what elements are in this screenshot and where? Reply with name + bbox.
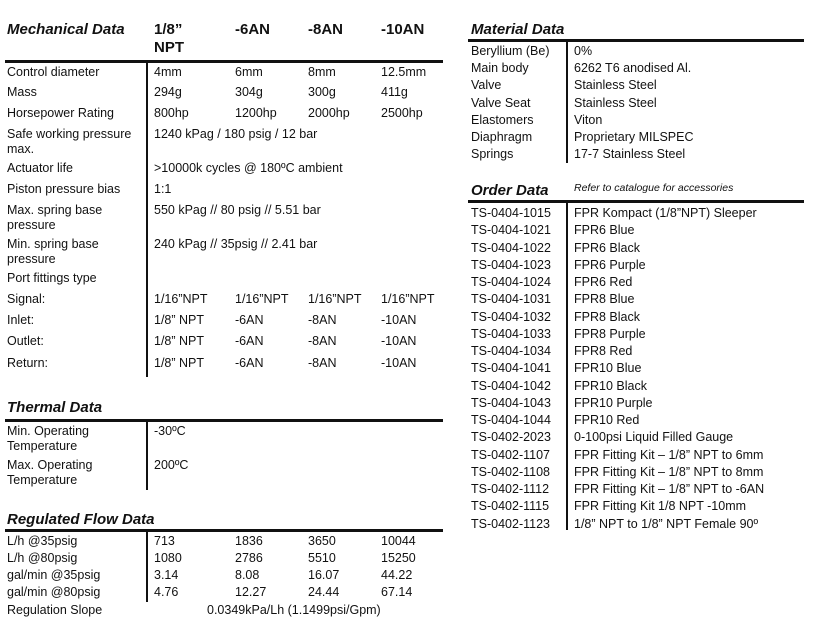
order-code: TS-0404-1041 [471, 361, 551, 376]
order-data-title: Order Data [471, 182, 549, 199]
mechanical-row-label: Min. spring base pressure [7, 237, 99, 266]
thermal-label-max: Max. Operating Temperature [7, 458, 93, 487]
flow-row-value: 67.14 [381, 585, 413, 599]
mechanical-row-value: -10AN [381, 334, 417, 348]
order-code: TS-0402-1112 [471, 482, 550, 496]
mechanical-row-value: 1200hp [235, 106, 277, 120]
flow-row-value: 16.07 [308, 568, 340, 582]
order-code: TS-0402-1123 [471, 516, 550, 531]
col-header-8an: -8AN [308, 21, 344, 38]
flow-row-value: 1080 [154, 551, 182, 565]
thermal-value-max: 200ºC [154, 458, 189, 472]
flow-row-value: 5510 [308, 551, 336, 565]
mechanical-row-value: 240 kPag // 35psig // 2.41 bar [154, 237, 318, 251]
thermal-data-title: Thermal Data [7, 399, 103, 416]
order-data-note: Refer to catalogue for accessories [574, 182, 734, 194]
flow-row-value: 15250 [381, 551, 416, 565]
order-rule [468, 200, 804, 203]
material-row-label: Springs [471, 147, 514, 162]
material-rule [468, 39, 804, 42]
order-description: FPR Fitting Kit – 1/8” NPT to 6mm [574, 447, 764, 462]
order-code: TS-0402-1115 [471, 499, 550, 514]
flow-row-value: 12.27 [235, 585, 267, 599]
order-code: TS-0404-1043 [471, 395, 551, 410]
order-description: FPR8 Blue [574, 292, 635, 307]
mechanical-row-value: 1240 kPag / 180 psig / 12 bar [154, 127, 318, 141]
thermal-value-min: -30ºC [154, 424, 186, 438]
order-code: TS-0404-1031 [471, 292, 551, 307]
material-row-value: 0% [574, 44, 593, 58]
order-code: TS-0402-1108 [471, 464, 550, 479]
mechanical-row-value: 2500hp [381, 106, 423, 120]
flow-row-value: 3.14 [154, 568, 179, 582]
mechanical-row-value: 1/8” NPT [154, 313, 205, 327]
order-code: TS-0404-1034 [471, 344, 551, 358]
flow-row-value: 3650 [308, 534, 336, 548]
mechanical-row-value: >10000k cycles @ 180ºC ambient [154, 161, 343, 175]
flow-row-value: 1836 [235, 534, 263, 548]
order-code: TS-0404-1042 [471, 378, 551, 393]
material-row-value: 17-7 Stainless Steel [574, 147, 686, 162]
flow-row-value: 24.44 [308, 585, 340, 599]
mechanical-row-value: 1/8” NPT [154, 334, 205, 348]
mechanical-row-value: -10AN [381, 313, 417, 327]
order-description: FPR8 Black [574, 309, 640, 324]
order-code: TS-0402-2023 [471, 430, 551, 445]
material-row-value: Stainless Steel [574, 95, 657, 110]
mechanical-row-value: -6AN [235, 313, 264, 327]
material-row-label: Valve [471, 78, 502, 93]
mechanical-row-label: Inlet: [7, 313, 35, 327]
material-row-value: Stainless Steel [574, 78, 657, 93]
mechanical-row-label: Horsepower Rating [7, 106, 114, 120]
mechanical-row-value: 1/16”NPT [381, 292, 435, 306]
flow-row-value: 8.08 [235, 568, 260, 582]
mechanical-row-value: 1/16”NPT [154, 292, 208, 306]
thermal-divider [146, 422, 148, 490]
order-description: FPR10 Blue [574, 361, 642, 376]
mechanical-row-label: Max. spring base pressure [7, 203, 103, 232]
mechanical-data-title: Mechanical Data [7, 21, 125, 38]
flow-row-value: 4.76 [154, 585, 179, 599]
mechanical-row-value: 12.5mm [381, 65, 427, 79]
order-description: 0-100psi Liquid Filled Gauge [574, 430, 734, 445]
col-header-npt: 1/8” NPT [154, 21, 184, 56]
flow-row-value: 2786 [235, 551, 263, 565]
mechanical-row-value: -6AN [235, 334, 264, 348]
order-description: FPR10 Purple [574, 395, 653, 410]
order-description: FPR Fitting Kit – 1/8” NPT to -6AN [574, 482, 765, 496]
mechanical-row-value: 4mm [154, 65, 182, 79]
thermal-label-min: Min. Operating Temperature [7, 424, 89, 453]
mechanical-row-value: 304g [235, 85, 263, 99]
mechanical-row-label: Control diameter [7, 65, 100, 79]
flow-row-label: gal/min @35psig [7, 568, 101, 582]
order-description: 1/8” NPT to 1/8” NPT Female 90º [574, 516, 759, 531]
mechanical-row-label: Port fittings type [7, 271, 97, 285]
order-code: TS-0404-1032 [471, 309, 551, 324]
order-code: TS-0402-1107 [471, 447, 550, 462]
mechanical-row-value: 6mm [235, 65, 263, 79]
order-code: TS-0404-1021 [471, 223, 551, 238]
mechanical-row-label: Piston pressure bias [7, 182, 121, 196]
col-header-10an: -10AN [381, 21, 425, 38]
thermal-rule [5, 419, 443, 422]
col-header-6an: -6AN [235, 21, 271, 38]
mechanical-divider [146, 63, 148, 377]
mechanical-row-value: -8AN [308, 334, 337, 348]
flow-row-value: 713 [154, 534, 175, 548]
order-code: TS-0404-1024 [471, 275, 551, 289]
mechanical-row-value: 300g [308, 85, 336, 99]
order-divider [566, 203, 568, 530]
order-code: TS-0404-1022 [471, 240, 551, 255]
mechanical-row-value: 411g [381, 85, 408, 99]
flow-data-title: Regulated Flow Data [7, 511, 155, 528]
regulation-slope-value: 0.0349kPa/Lh (1.1499psi/Gpm) [207, 603, 381, 617]
order-description: FPR Fitting Kit 1/8 NPT -10mm [574, 499, 747, 514]
flow-row-value: 10044 [381, 534, 416, 548]
flow-row-label: gal/min @80psig [7, 585, 101, 599]
mechanical-row-value: 294g [154, 85, 182, 99]
mechanical-row-value: 1/8” NPT [154, 356, 205, 370]
order-code: TS-0404-1023 [471, 257, 551, 272]
order-description: FPR10 Black [574, 378, 647, 393]
material-row-label: Elastomers [471, 112, 534, 127]
flow-row-label: L/h @80psig [7, 551, 78, 565]
order-description: FPR Kompact (1/8”NPT) Sleeper [574, 206, 757, 220]
mechanical-rule [5, 60, 443, 63]
material-data-title: Material Data [471, 21, 565, 38]
material-row-label: Main body [471, 61, 529, 76]
mechanical-row-label: Actuator life [7, 161, 74, 175]
mechanical-row-label: Outlet: [7, 334, 44, 348]
order-description: FPR8 Red [574, 344, 633, 358]
material-row-label: Valve Seat [471, 95, 531, 110]
flow-row-value: 44.22 [381, 568, 413, 582]
mechanical-row-label: Mass [7, 85, 37, 99]
flow-row-label: L/h @35psig [7, 534, 78, 548]
mechanical-row-label: Return: [7, 356, 48, 370]
material-row-value: Proprietary MILSPEC [574, 130, 694, 144]
material-row-label: Diaphragm [471, 130, 533, 144]
order-code: TS-0404-1033 [471, 326, 551, 341]
mechanical-row-value: 1/16”NPT [308, 292, 362, 306]
mechanical-row-value: 550 kPag // 80 psig // 5.51 bar [154, 203, 321, 217]
mechanical-row-value: 8mm [308, 65, 336, 79]
order-description: FPR8 Purple [574, 326, 646, 341]
order-code: TS-0404-1044 [471, 413, 551, 427]
order-description: FPR Fitting Kit – 1/8” NPT to 8mm [574, 464, 764, 479]
mechanical-row-value: 1/16”NPT [235, 292, 289, 306]
order-description: FPR6 Red [574, 275, 633, 289]
flow-rule [5, 529, 443, 532]
material-row-value: Viton [574, 112, 603, 127]
mechanical-row-value: -10AN [381, 356, 417, 370]
order-description: FPR6 Black [574, 240, 640, 255]
order-description: FPR6 Blue [574, 223, 635, 238]
mechanical-row-value: 1:1 [154, 182, 172, 196]
mechanical-row-label: Signal: [7, 292, 46, 306]
mechanical-row-value: -8AN [308, 356, 337, 370]
order-description: FPR10 Red [574, 413, 640, 427]
regulation-slope-label: Regulation Slope [7, 603, 103, 617]
material-row-value: 6262 T6 anodised Al. [574, 61, 692, 76]
order-code: TS-0404-1015 [471, 206, 551, 220]
mechanical-row-value: -6AN [235, 356, 264, 370]
material-row-label: Beryllium (Be) [471, 44, 550, 58]
mechanical-row-value: -8AN [308, 313, 337, 327]
flow-divider [146, 532, 148, 602]
material-divider [566, 42, 568, 163]
mechanical-row-value: 2000hp [308, 106, 350, 120]
order-description: FPR6 Purple [574, 257, 646, 272]
mechanical-row-label: Safe working pressure max. [7, 127, 132, 156]
mechanical-row-value: 800hp [154, 106, 189, 120]
